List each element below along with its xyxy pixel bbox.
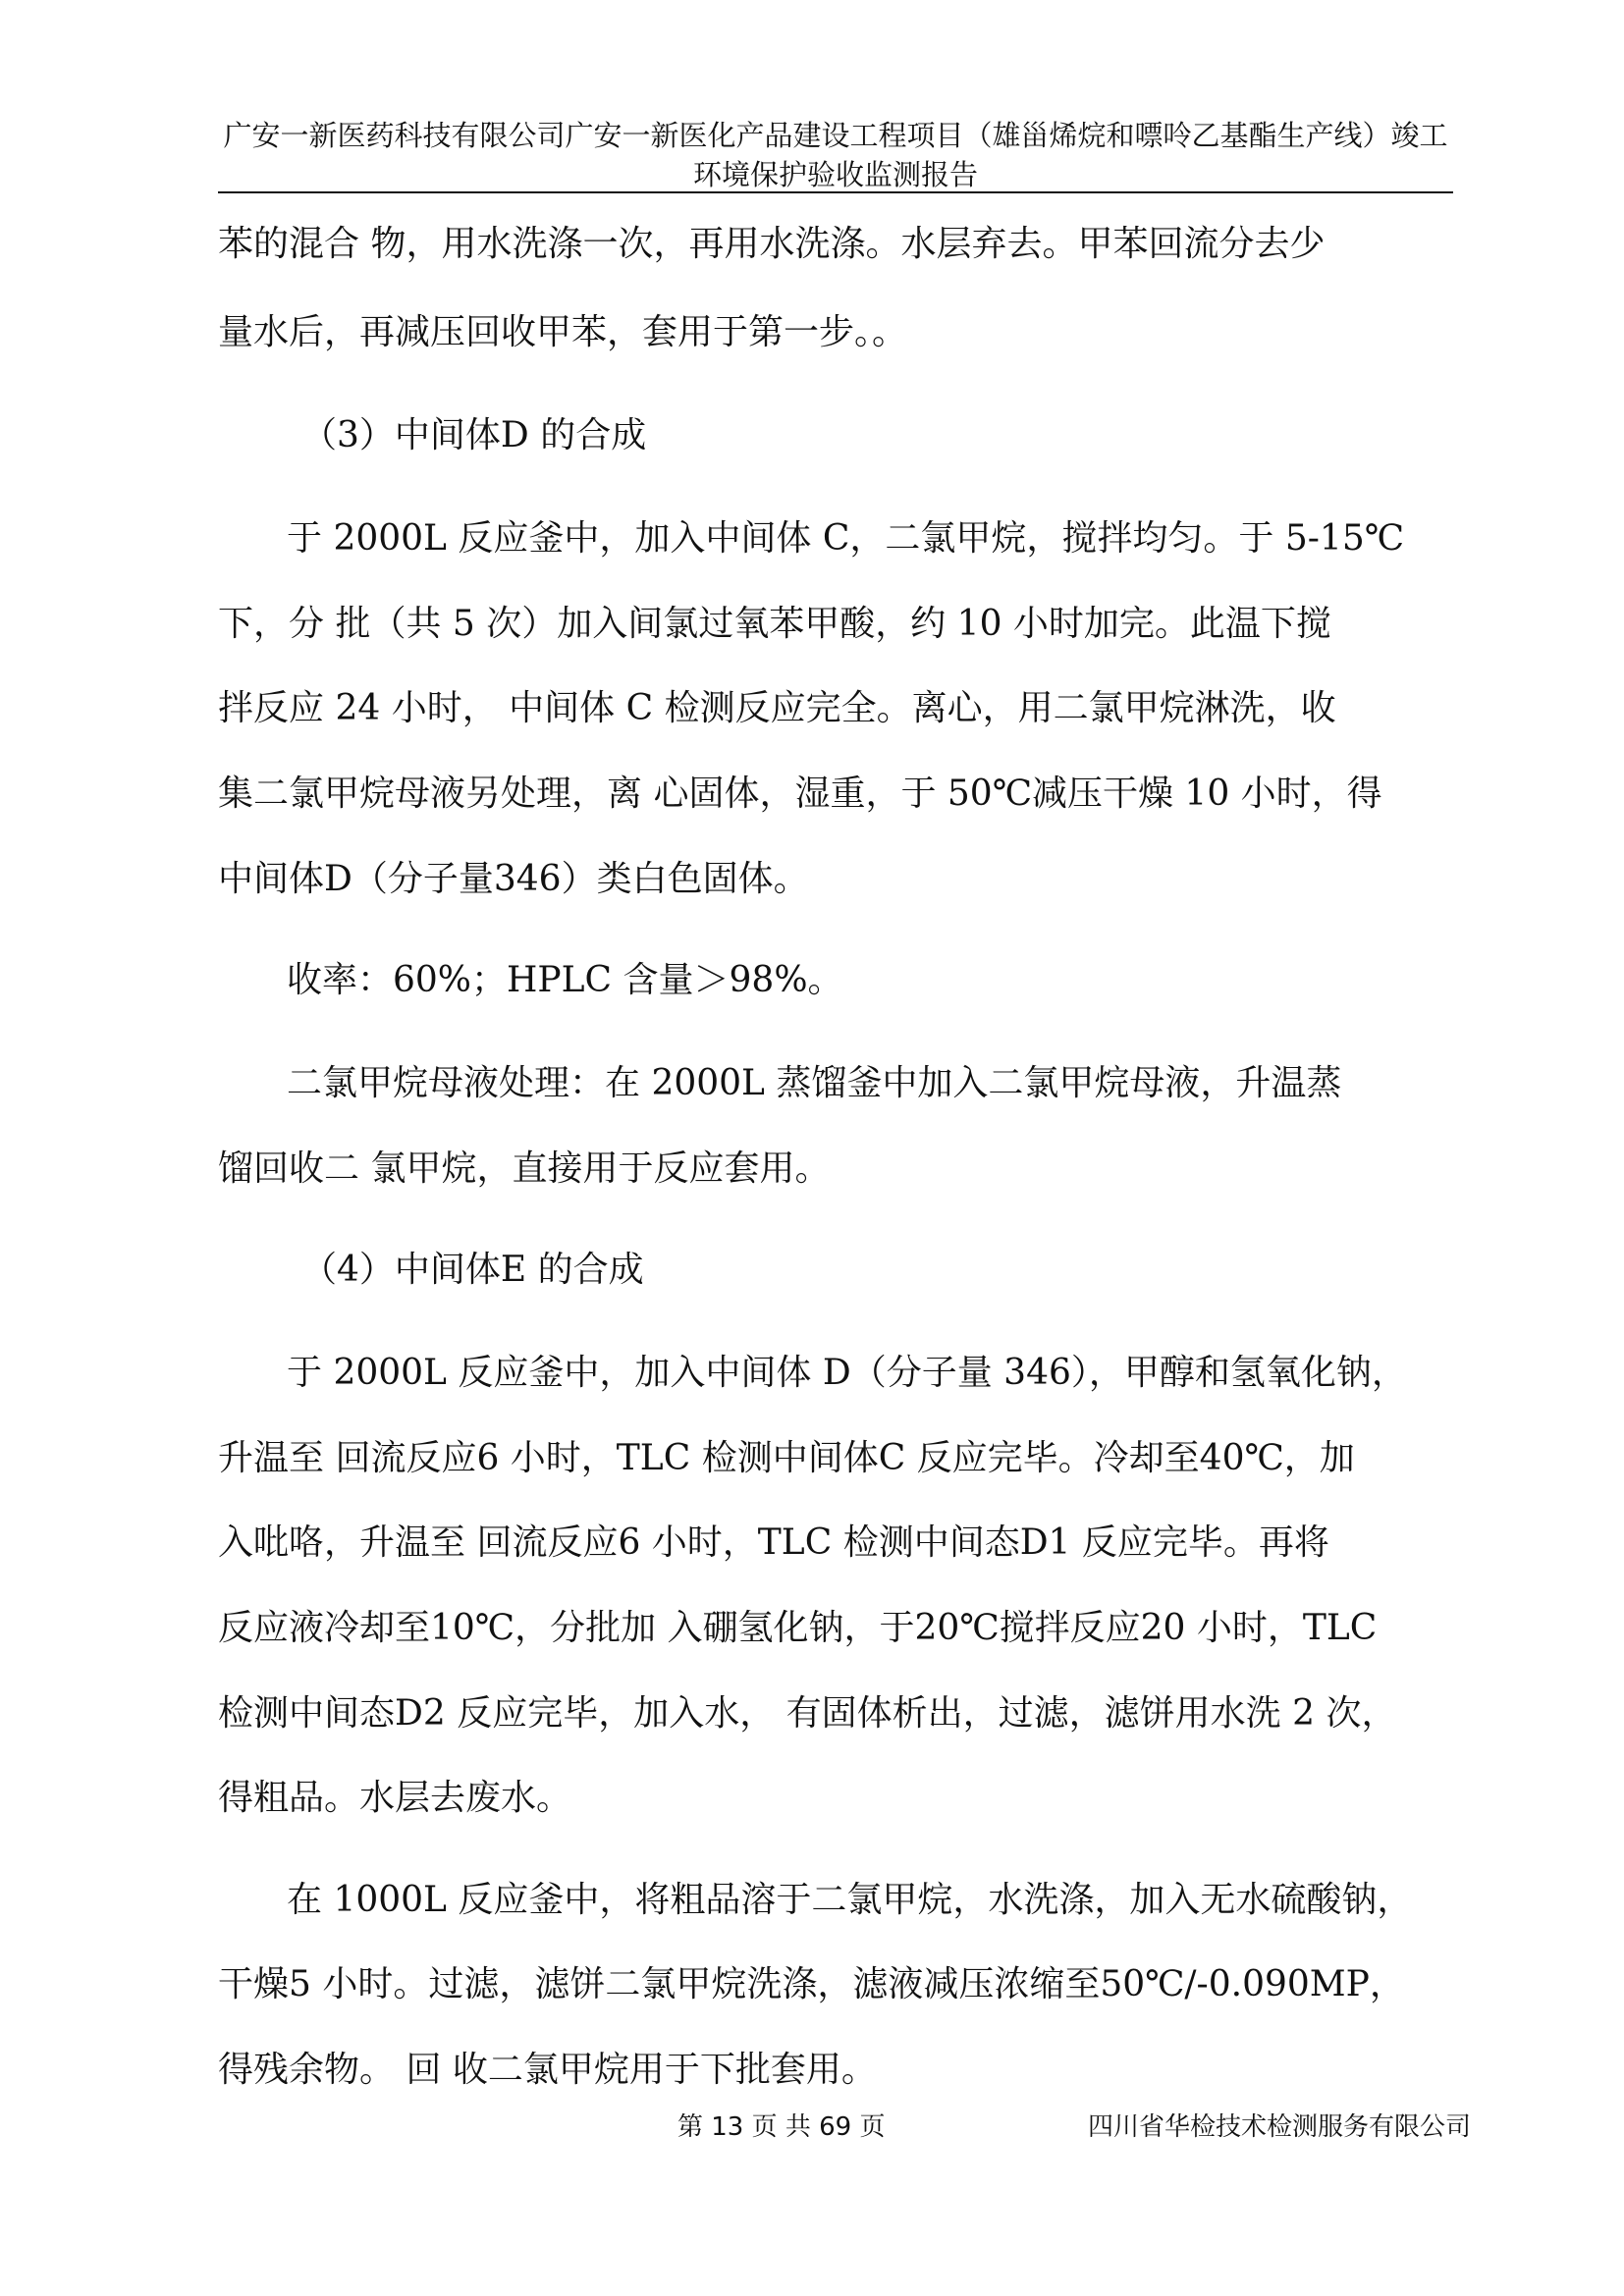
header-line-2: 环境保护验收监测报告 bbox=[692, 158, 978, 191]
body-line: 二氯甲烷母液处理：在 2000L 蒸馏釜中加入二氯甲烷母液，升温蒸 bbox=[287, 1063, 1342, 1103]
body-line: 检测中间态D2 反应完毕，加入水， 有固体析出，过滤，滤饼用水洗 2 次， bbox=[218, 1693, 1397, 1734]
body-line: 升温至 回流反应6 小时，TLC 检测中间体C 反应完毕。冷却至40℃，加 bbox=[218, 1438, 1355, 1478]
body-line: 于 2000L 反应釜中，加入中间体 C，二氯甲烷，搅拌均匀。于 5-15℃ bbox=[287, 518, 1404, 559]
header-rule bbox=[218, 191, 1453, 193]
body-line: 得粗品。水层去废水。 bbox=[218, 1778, 572, 1818]
body-line: 量水后，再减压回收甲苯，套用于第一步。。 bbox=[218, 312, 908, 352]
header-line-1: 广安一新医药科技有限公司广安一新医化产品建设工程项目（雄甾烯烷和嘌呤乙基酯生产线）竣工 bbox=[223, 119, 1448, 152]
body-line: 馏回收二 氯甲烷，直接用于反应套用。 bbox=[218, 1148, 831, 1189]
body-line: 收率：60%；HPLC 含量＞98%。 bbox=[287, 960, 843, 1000]
document-header bbox=[218, 116, 1453, 194]
footer-company: 四川省华检技术检测服务有限公司 bbox=[1088, 2112, 1472, 2142]
body-line: 苯的混合 物，用水洗涤一次，再用水洗涤。水层弃去。甲苯回流分去少 bbox=[218, 224, 1326, 264]
body-line: 于 2000L 反应釜中，加入中间体 D（分子量 346），甲醇和氢氧化钠， bbox=[287, 1353, 1407, 1393]
section-heading-3: （3）中间体D 的合成 bbox=[301, 415, 647, 455]
body-line: 在 1000L 反应釜中，将粗品溶于二氯甲烷，水洗涤，加入无水硫酸钠， bbox=[287, 1880, 1413, 1920]
body-line: 反应液冷却至10℃，分批加 入硼氢化钠，于20℃搅拌反应20 小时，TLC bbox=[218, 1608, 1378, 1648]
body-line: 干燥5 小时。过滤，滤饼二氯甲烷洗涤，滤液减压浓缩至50℃/-0.090MP， bbox=[218, 1964, 1405, 2004]
body-line: 下，分 批（共 5 次）加入间氯过氧苯甲酸，约 10 小时加完。此温下搅 bbox=[218, 604, 1331, 644]
body-line: 得残余物。 回 收二氯甲烷用于下批套用。 bbox=[218, 2050, 877, 2090]
page-number: 第 13 页 共 69 页 bbox=[677, 2112, 886, 2142]
body-line: 拌反应 24 小时， 中间体 C 检测反应完全。离心，用二氯甲烷淋洗，收 bbox=[218, 688, 1336, 728]
body-line: 中间体D（分子量346）类白色固体。 bbox=[218, 859, 809, 899]
body-line: 入吡咯，升温至 回流反应6 小时，TLC 检测中间态D1 反应完毕。再将 bbox=[218, 1522, 1329, 1563]
section-heading-4: （4）中间体E 的合成 bbox=[301, 1250, 644, 1290]
body-line: 集二氯甲烷母液另处理，离 心固体，湿重，于 50℃减压干燥 10 小时，得 bbox=[218, 774, 1382, 814]
